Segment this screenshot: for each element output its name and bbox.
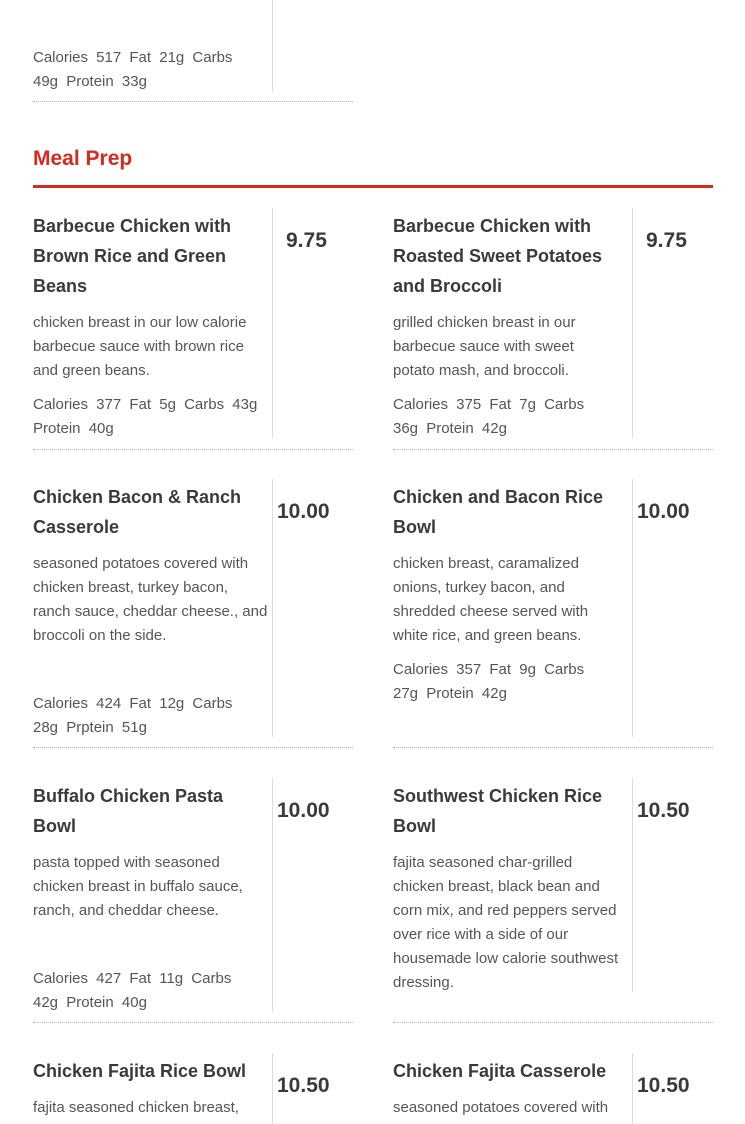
item-price: 10.50 — [277, 1074, 330, 1097]
prev-item-separator — [33, 101, 353, 102]
item-name: Chicken and Bacon Rice Bowl — [393, 487, 604, 537]
item-divider — [272, 778, 273, 1012]
item-separator — [33, 1022, 353, 1023]
item-price: 10.00 — [637, 500, 690, 523]
item-price: 10.00 — [277, 799, 330, 822]
item-name: Southwest Chicken Rice Bowl — [393, 786, 603, 836]
item-description: fajita seasoned chicken breast, — [33, 1099, 239, 1116]
item-nutrition: Calories 424 Fat 12g Carbs 28g Prptein 51g — [33, 695, 233, 736]
item-divider — [632, 208, 633, 438]
item-divider — [632, 778, 633, 992]
item-description: fajita seasoned char-grilled chicken breast, black bean and corn mix, and red peppers served over rice with a side of our housemade low calorie southwest dressing. — [393, 854, 619, 991]
item-name: Chicken Bacon & Ranch Casserole — [33, 487, 242, 537]
item-divider — [272, 208, 273, 438]
item-description: pasta topped with seasoned chicken breast in buffalo sauce, ranch, and cheddar cheese. — [33, 854, 243, 919]
prev-item-nutrition: Calories 517 Fat 21g Carbs 49g Protein 33g — [33, 49, 233, 90]
item-price: 9.75 — [646, 229, 687, 252]
item-price: 10.50 — [637, 799, 690, 822]
section-title: Meal Prep — [33, 147, 133, 170]
item-separator — [393, 449, 713, 450]
prev-item-divider — [272, 0, 273, 92]
item-description: chicken breast in our low calorie barbecue sauce with brown rice and green beans. — [33, 314, 247, 379]
item-divider — [632, 479, 633, 737]
item-name: Barbecue Chicken with Roasted Sweet Potatoes and Broccoli — [393, 216, 603, 296]
item-description: seasoned potatoes covered with — [393, 1099, 609, 1116]
item-name: Chicken Fajita Casserole — [393, 1061, 607, 1081]
item-divider — [272, 479, 273, 737]
item-description: grilled chicken breast in our barbecue sauce with sweet potato mash, and broccoli. — [393, 314, 576, 379]
item-separator — [33, 449, 353, 450]
item-separator — [393, 1022, 713, 1023]
item-price: 10.00 — [277, 500, 330, 523]
item-nutrition: Calories 427 Fat 11g Carbs 42g Protein 40g — [33, 970, 232, 1011]
item-name: Chicken Fajita Rice Bowl — [33, 1061, 247, 1081]
item-nutrition: Calories 357 Fat 9g Carbs 27g Protein 42g — [393, 661, 585, 702]
item-nutrition: Calories 377 Fat 5g Carbs 43g Protein 40g — [33, 396, 258, 437]
item-price: 9.75 — [286, 229, 327, 252]
item-separator — [33, 747, 353, 748]
item-divider — [632, 1053, 633, 1124]
section-rule — [33, 185, 713, 188]
item-nutrition: Calories 375 Fat 7g Carbs 36g Protein 42g — [393, 396, 585, 437]
item-name: Buffalo Chicken Pasta Bowl — [33, 786, 224, 836]
item-price: 10.50 — [637, 1074, 690, 1097]
item-divider — [272, 1053, 273, 1124]
item-description: seasoned potatoes covered with chicken breast, turkey bacon, ranch sauce, cheddar cheese., and broccoli on the side. — [33, 555, 268, 644]
item-separator — [393, 747, 713, 748]
item-description: chicken breast, caramalized onions, turkey bacon, and shredded cheese served with white rice, and green beans. — [393, 555, 589, 644]
item-name: Barbecue Chicken with Brown Rice and Green Beans — [33, 216, 232, 296]
